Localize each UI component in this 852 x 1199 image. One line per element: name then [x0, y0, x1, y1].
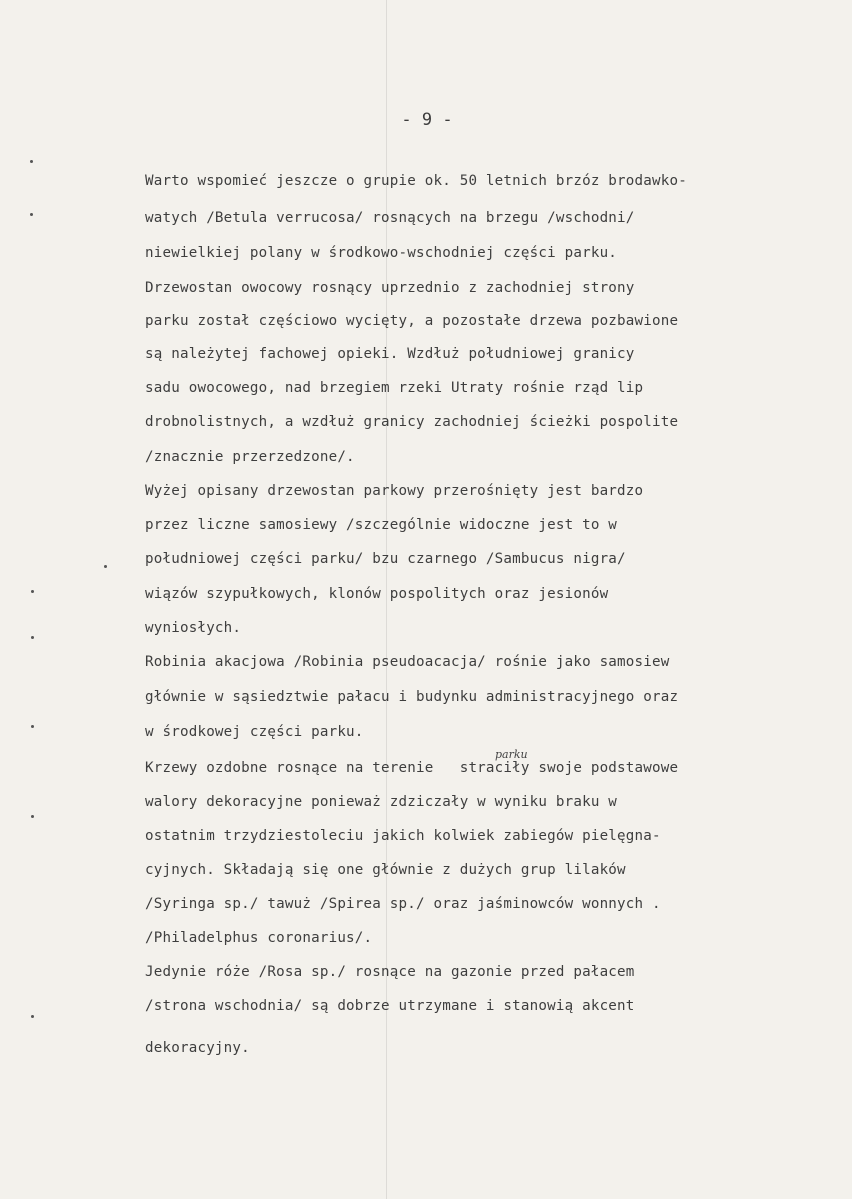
page-number: - 9 - — [401, 110, 453, 130]
text-line: /Philadelphus coronarius/. — [145, 930, 373, 946]
text-line: /strona wschodnia/ są dobrze utrzymane i stanowią akcent — [145, 998, 635, 1014]
margin-mark — [31, 1015, 34, 1018]
text-line: przez liczne samosiewy /szczególnie widoczne jest to w — [145, 517, 618, 533]
text-line: są należytej fachowej opieki. Wzdłuż południowej granicy — [145, 346, 635, 362]
text-line: Robinia akacjowa /Robinia pseudoacacja/ rośnie jako samosiew — [145, 654, 670, 670]
margin-mark — [30, 213, 33, 216]
text-line: dekoracyjny. — [145, 1040, 250, 1056]
text-line: /Syringa sp./ tawuż /Spirea sp./ oraz jaśminowców wonnych . — [145, 896, 661, 912]
text-line: parku został częściowo wycięty, a pozostałe drzewa pozbawione — [145, 313, 679, 329]
text-line: /znacznie przerzedzone/. — [145, 449, 355, 465]
text-line: głównie w sąsiedztwie pałacu i budynku administracyjnego oraz — [145, 689, 679, 705]
margin-mark — [31, 725, 34, 728]
text-line: walory dekoracyjne ponieważ zdziczały w wyniku braku w — [145, 794, 618, 810]
margin-mark — [31, 590, 34, 593]
text-line: wiązów szypułkowych, klonów pospolitych oraz jesionów — [145, 586, 609, 602]
text-line: w środkowej części parku. — [145, 724, 364, 740]
text-line: drobnolistnych, a wzdłuż granicy zachodniej ścieżki pospolite — [145, 414, 679, 430]
text-line: wyniosłych. — [145, 620, 242, 636]
margin-mark — [104, 565, 107, 568]
text-line: południowej części parku/ bzu czarnego /Sambucus nigra/ — [145, 551, 626, 567]
text-line: cyjnych. Składają się one głównie z dużych grup lilaków — [145, 862, 626, 878]
text-line: Drzewostan owocowy rosnący uprzednio z zachodniej strony — [145, 280, 635, 296]
handwritten-annotation: parku — [495, 748, 528, 761]
text-line: ostatnim trzydziestoleciu jakich kolwiek zabiegów pielęgna- — [145, 828, 661, 844]
margin-mark — [31, 815, 34, 818]
margin-mark — [30, 160, 33, 163]
text-line: Wyżej opisany drzewostan parkowy przerośnięty jest bardzo — [145, 483, 644, 499]
text-line: niewielkiej polany w środkowo-wschodniej części parku. — [145, 245, 618, 261]
text-line: sadu owocowego, nad brzegiem rzeki Utraty rośnie rząd lip — [145, 380, 644, 396]
text-line: Jedynie róże /Rosa sp./ rosnące na gazonie przed pałacem — [145, 964, 635, 980]
text-line: watych /Betula verrucosa/ rosnących na brzegu /wschodni/ — [145, 210, 635, 226]
text-line: Krzewy ozdobne rosnące na terenie straciły swoje podstawowe — [145, 760, 679, 776]
text-line: Warto wspomieć jeszcze o grupie ok. 50 letnich brzóz brodawko- — [145, 173, 687, 189]
margin-mark — [31, 636, 34, 639]
